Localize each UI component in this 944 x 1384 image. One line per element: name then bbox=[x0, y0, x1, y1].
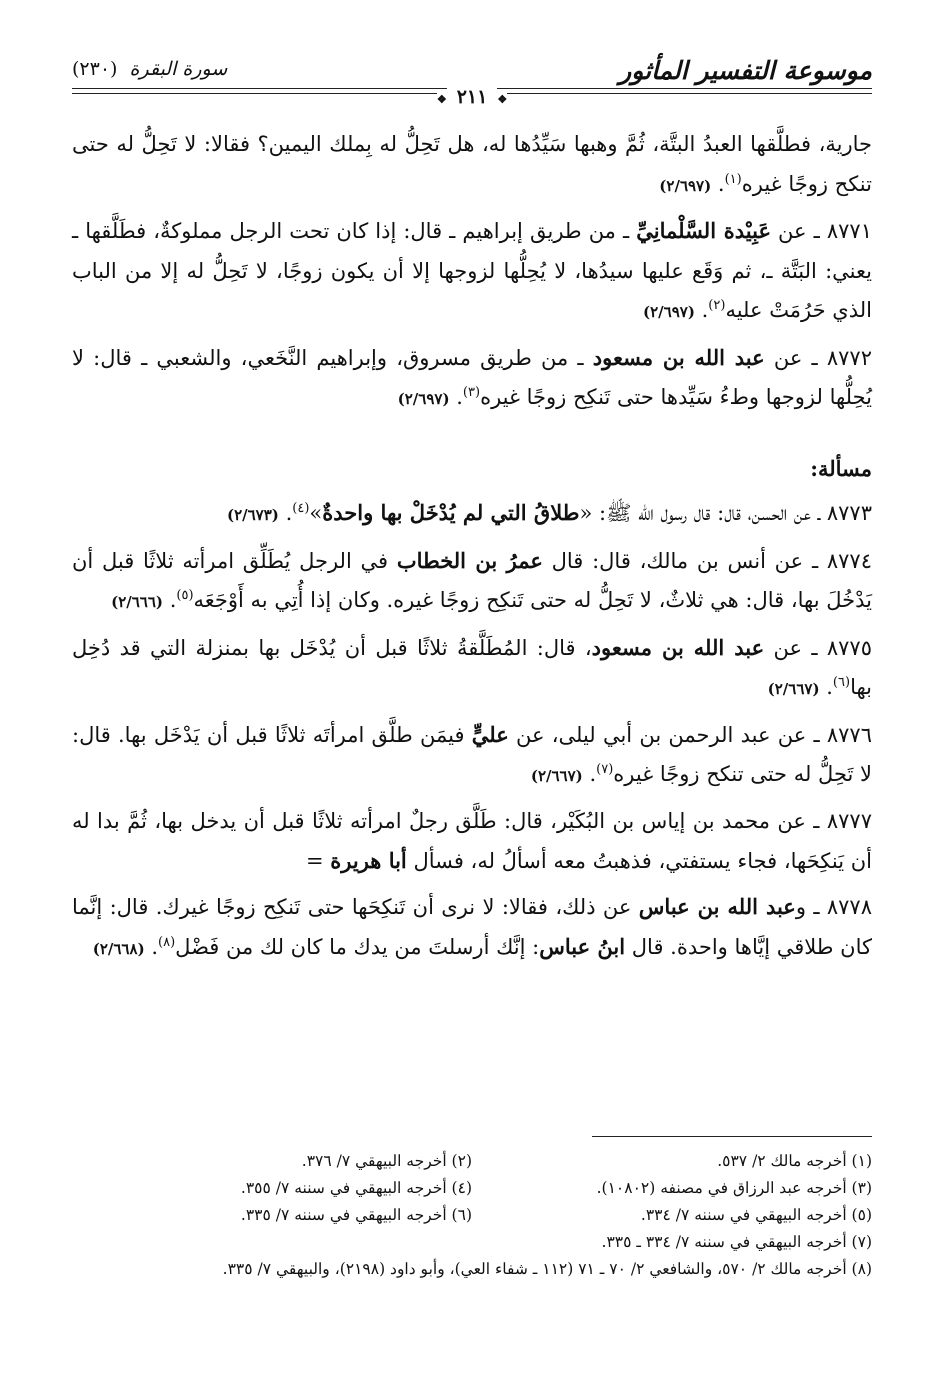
narration-paragraph bbox=[72, 125, 872, 206]
footnote-row bbox=[72, 1175, 872, 1202]
text-segment: ٨٧٧٢ ـ عن bbox=[764, 345, 872, 370]
text-segment: ، قال: المُطَلَّقةُ ثلاثًا قبل أن يُدْخَل بها بمنزلة التي قد دُخِل بها bbox=[72, 635, 872, 699]
text-segment: ـ من طريق إبراهيم ـ قال: إذا كان تحت الرجل مملوكةٌ، فطَلَّقها ـ يعني: البَتَّة ـ، ثم وَقَع عليها سيدُها، لا يُحِلُّها لزوجها إلا أن يكون زوجًا، لا تَحِلُّ له إلا من الباب الذي حَرُمَتْ عليه bbox=[72, 219, 872, 322]
volume-reference: (٢/٦٩٧) bbox=[643, 303, 695, 321]
footnote-item: (٥) أخرجه البيهقي في سننه ٧/ ٣٣٤. bbox=[640, 1206, 872, 1224]
volume-reference: (٢/٦٦٧) bbox=[530, 767, 583, 785]
text-segment: . bbox=[144, 935, 159, 959]
text-segment: . bbox=[819, 675, 833, 699]
page-number-wrap bbox=[0, 86, 944, 108]
text-segment: . bbox=[449, 385, 463, 409]
narration-paragraph bbox=[72, 493, 872, 536]
text-segment: ـ من طريق مسروق، وإبراهيم النَّخَعي، والشعبي ـ قال: لا يُحِلُّها لزوجها وطءُ سَيِّدها حتى تَنكِح زوجًا غيره bbox=[72, 345, 872, 409]
footnote-item: (٤) أخرجه البيهقي في سننه ٧/ ٣٥٥. bbox=[240, 1179, 472, 1197]
narration-paragraph bbox=[72, 715, 872, 797]
narrator-name: ابنُ عباس bbox=[539, 934, 626, 959]
text-segment: . bbox=[278, 501, 293, 525]
text-segment: ٨٧٧٧ ـ عن محمد بن إياس بن البُكَيْر، قال: طَلَّق رجلٌ امرأته ثلاثًا قبل أن يدخل بها، ثُمَّ بدا له أن يَنكِحَها، فجاء يستفتي، فذهبتُ معه أسألُ له، فسأل bbox=[72, 808, 872, 873]
narrator-name: عبد الله بن مسعود bbox=[592, 344, 765, 370]
main-text bbox=[72, 125, 872, 975]
text-segment: فيمَن طلَّق امرأتَه ثلاثًا قبل أن يَدْخَل بها. قال: لا تَحِلُّ له حتى تنكح زوجًا غيره bbox=[72, 722, 872, 786]
narrator-name: عبد الله بن مسعود bbox=[591, 634, 765, 660]
footnote-item: (٦) أخرجه البيهقي في سننه ٧/ ٣٣٥. bbox=[240, 1206, 472, 1224]
volume-reference: (٢/٦٩٧) bbox=[659, 176, 712, 195]
text-segment: . bbox=[711, 171, 725, 196]
text-segment: : إنَّك أرسلتَ من يدك ما كان لك من فَضْل bbox=[175, 935, 540, 959]
narrator-name: مسألة: bbox=[810, 455, 872, 481]
text-segment: ٨٧٧٥ ـ عن bbox=[764, 635, 872, 660]
text-segment: جارية، فطلَّقها العبدُ البتَّة، ثُمَّ وهبها سَيِّدُها له، هل تَحِلُّ له بِملك اليمين؟ فقالا: لا تَحِلُّ له حتى تنكح زوجًا غيره bbox=[72, 132, 872, 196]
footnote-marker: (٨) bbox=[158, 935, 176, 950]
narrator-name: عَبِيْدة السَّلْمانِيِّ bbox=[636, 218, 771, 243]
ornament-icon: ❖ bbox=[436, 93, 447, 106]
ornament-icon: ❖ bbox=[497, 93, 508, 106]
surah-label bbox=[72, 58, 227, 80]
footnote-item: (١) أخرجه مالك ٢/ ٥٣٧. bbox=[717, 1152, 872, 1170]
surah-name: سورة البقرة bbox=[129, 58, 228, 80]
footnote-marker: (١) bbox=[724, 171, 742, 187]
narrator-name: أبا هريرة bbox=[330, 848, 407, 873]
narrator-name: عليٍّ bbox=[471, 721, 509, 747]
narration-paragraph bbox=[72, 211, 872, 333]
text-segment: = bbox=[306, 849, 331, 873]
footnote-row bbox=[72, 1256, 872, 1283]
footnote-row bbox=[72, 1202, 872, 1229]
narrator-name: طلاقُ التي لم يُدْخَلْ بها واحدةٌ bbox=[322, 500, 580, 525]
volume-reference: (٢/٦٩٧) bbox=[397, 390, 450, 408]
narrator-name: عبد الله بن عباس bbox=[638, 893, 796, 919]
footnote-row bbox=[72, 1229, 872, 1256]
section-gap bbox=[72, 425, 872, 449]
text-segment: » bbox=[309, 501, 323, 525]
narration-paragraph bbox=[72, 338, 872, 420]
book-title: موسوعة التفسير المأثور bbox=[619, 56, 872, 85]
narration-paragraph bbox=[72, 887, 872, 970]
page-number: ٢١١ bbox=[447, 86, 498, 108]
footnote-divider bbox=[592, 1136, 872, 1137]
section-heading bbox=[72, 449, 872, 489]
text-segment: ٨٧٧٨ ـ و bbox=[795, 894, 872, 919]
footnotes bbox=[72, 1148, 872, 1283]
footnote-row bbox=[72, 1148, 872, 1175]
narration-paragraph bbox=[72, 802, 872, 882]
text-segment: . bbox=[163, 588, 177, 612]
narrator-name: عمرُ بن الخطاب bbox=[396, 547, 543, 573]
footnote-item: (٨) أخرجه مالك ٢/ ٥٧٠، والشافعي ٢/ ٧٠ ـ ٧١ (١١٢ ـ شفاء العي)، وأبو داود (٢١٩٨)، والبيهقي ٧/ ٣٣٥. bbox=[222, 1260, 872, 1278]
volume-reference: (٢/٦٦٦) bbox=[111, 593, 164, 611]
text-segment: ٨٧٧١ ـ عن bbox=[770, 219, 872, 243]
footnote-item: (٢) أخرجه البيهقي ٧/ ٣٧٦. bbox=[301, 1152, 472, 1170]
footnote-item: (٧) أخرجه البيهقي في سننه ٧/ ٣٣٤ ـ ٣٣٥. bbox=[601, 1233, 872, 1251]
footnote-marker: (٦) bbox=[832, 675, 851, 690]
narration-paragraph bbox=[72, 541, 872, 623]
volume-reference: (٢/٦٧٣) bbox=[226, 506, 279, 524]
footnote-marker: (٤) bbox=[292, 501, 310, 516]
footnote-marker: (٧) bbox=[596, 762, 614, 777]
text-segment: عن ذلك، فقالا: لا نرى أن تَنكِحَها حتى تَنكِح زوجًا غيرك. قال: إنَّما كان طلاقي إيَّاها واحدة. قال bbox=[72, 894, 872, 959]
text-segment: ٨٧٧٣ ـ عن الحسن، قال: قال رسول الله ﷺ: « bbox=[579, 501, 872, 525]
volume-reference: (٢/٦٦٨) bbox=[92, 940, 145, 958]
verse-number: (٢٣٠) bbox=[72, 58, 118, 80]
footnote-marker: (٢) bbox=[708, 298, 726, 313]
footnote-marker: (٣) bbox=[462, 385, 481, 400]
footnote-item: (٣) أخرجه عبد الرزاق في مصنفه (١٠٨٠٢). bbox=[596, 1179, 872, 1197]
footnote-marker: (٥) bbox=[176, 588, 194, 603]
text-segment: في الرجل يُطَلِّق امرأته ثلاثًا قبل أن يَدْخُلَ بها، قال: هي ثلاثٌ، لا تَحِلُّ له حتى تَنكِح زوجًا غيره. وكان إذا أُتِي به أَوْجَعَه bbox=[72, 548, 872, 612]
text-segment: . bbox=[694, 298, 709, 322]
text-segment: ٨٧٧٦ ـ عن عبد الرحمن بن أبي ليلى، عن bbox=[508, 722, 872, 747]
text-segment: ٨٧٧٤ ـ عن أنس بن مالك، قال: قال bbox=[542, 548, 872, 573]
volume-reference: (٢/٦٦٧) bbox=[767, 680, 820, 698]
narration-paragraph bbox=[72, 628, 872, 710]
text-segment: . bbox=[582, 762, 597, 786]
